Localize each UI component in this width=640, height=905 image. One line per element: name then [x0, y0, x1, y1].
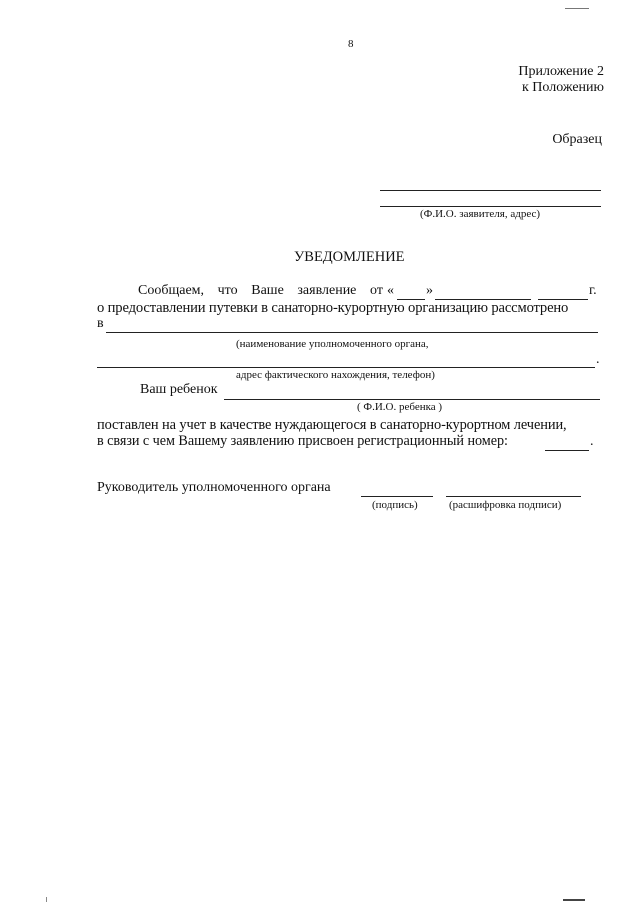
sign-caption: (подпись)	[372, 499, 418, 511]
scan-mark-top-right	[565, 8, 589, 9]
inform-words	[138, 283, 383, 299]
date-open-quote: «	[387, 283, 394, 298]
scan-mark-bottom-right	[563, 899, 585, 901]
in-prefix: в	[97, 316, 104, 331]
line-end-period: .	[596, 352, 600, 367]
appendix-line-2: к Положению	[521, 80, 604, 95]
address-line	[97, 367, 595, 368]
name-caption: (расшифровка подписи)	[449, 499, 562, 511]
head-label: Руководитель уполномоченного органа	[97, 480, 331, 495]
child-name-line	[224, 399, 600, 400]
authority-line	[106, 332, 598, 333]
inform-word-5: от	[370, 283, 383, 298]
date-close-quote: »	[426, 283, 433, 298]
sign-line	[361, 496, 433, 497]
registered-text: поставлен на учет в качестве нуждающегося в санаторно-курортном лечении,	[97, 417, 567, 433]
scan-mark-bottom-left	[46, 897, 48, 902]
year-suffix: г.	[589, 283, 597, 298]
inform-word-4: заявление	[297, 283, 357, 298]
regnum-line	[545, 450, 589, 451]
page-number: 8	[348, 38, 354, 50]
applicant-line-2	[380, 206, 601, 207]
sample-label: Образец	[552, 132, 602, 147]
provision-text: о предоставлении путевки в санаторно-курортную организацию рассмотрено	[97, 300, 569, 316]
applicant-line-1	[380, 190, 601, 191]
inform-word-2: что	[217, 283, 238, 298]
address-caption: адрес фактического нахождения, телефон)	[236, 369, 435, 381]
regnum-text: в связи с чем Вашему заявлению присвоен регистрационный номер:	[97, 433, 508, 449]
document-title: УВЕДОМЛЕНИЕ	[294, 249, 405, 265]
child-caption: ( Ф.И.О. ребенка )	[357, 401, 443, 413]
applicant-caption: (Ф.И.О. заявителя, адрес)	[420, 208, 541, 220]
name-line	[446, 496, 581, 497]
authority-caption: (наименование уполномоченного органа,	[236, 338, 429, 350]
appendix-line-1: Приложение 2	[518, 64, 604, 79]
child-label: Ваш ребенок	[140, 382, 218, 397]
inform-word-3: Ваше	[251, 283, 284, 298]
regnum-end: .	[590, 434, 594, 449]
inform-word-1: Сообщаем,	[138, 283, 205, 298]
